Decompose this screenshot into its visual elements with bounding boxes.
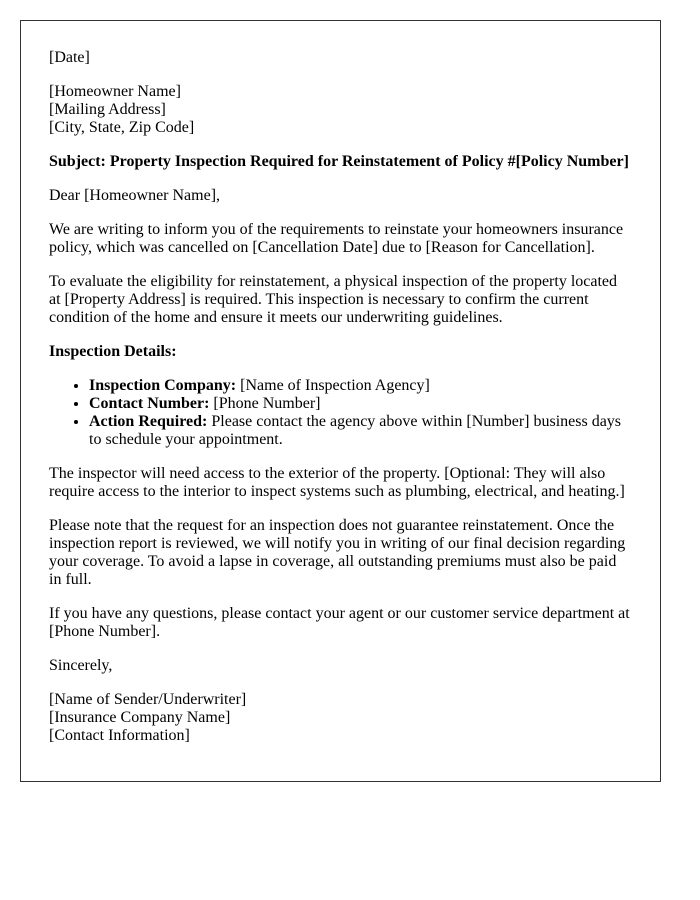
details-list xyxy=(49,377,632,449)
subject-line: Subject: Property Inspection Required for Reinstatement of Policy #[Policy Number] xyxy=(49,153,629,170)
details-heading: Inspection Details: xyxy=(49,343,177,360)
detail-label: Contact Number: xyxy=(89,395,210,412)
signature-block xyxy=(49,691,632,745)
salutation: Dear [Homeowner Name], xyxy=(49,187,221,204)
list-item xyxy=(89,377,632,395)
paragraph-questions: If you have any questions, please contact your agent or our customer service department at [Phone Number]. xyxy=(49,605,630,640)
detail-label: Action Required: xyxy=(89,413,208,430)
contact-info: [Contact Information] xyxy=(49,727,190,744)
detail-value: [Phone Number] xyxy=(209,395,321,412)
recipient-name: [Homeowner Name] xyxy=(49,83,181,100)
recipient-block xyxy=(49,83,632,137)
recipient-city: [City, State, Zip Code] xyxy=(49,119,195,136)
detail-value: [Name of Inspection Agency] xyxy=(236,377,430,394)
sender-name: [Name of Sender/Underwriter] xyxy=(49,691,247,708)
letter xyxy=(20,20,661,782)
list-item xyxy=(89,395,632,413)
paragraph-access: The inspector will need access to the exterior of the property. [Optional: They will also require access to the interior to inspect systems such as plumbing, electrical, and heating.] xyxy=(49,465,625,500)
detail-label: Inspection Company: xyxy=(89,377,237,394)
company-name: [Insurance Company Name] xyxy=(49,709,231,726)
list-item xyxy=(89,413,632,449)
closing: Sincerely, xyxy=(49,657,113,674)
paragraph-inspection: To evaluate the eligibility for reinstatement, a physical inspection of the property located at [Property Address] is required. This inspection is necessary to confirm the current condition of the home and ensure it meets our underwriting guidelines. xyxy=(49,273,618,326)
paragraph-intro: We are writing to inform you of the requirements to reinstate your homeowners insurance policy, which was cancelled on [Cancellation Date] due to [Reason for Cancellation]. xyxy=(49,221,624,256)
paragraph-note: Please note that the request for an inspection does not guarantee reinstatement. Once the inspection report is reviewed, we will notify you in writing of our final decision regarding your coverage. To avoid a lapse in coverage, all outstanding premiums must also be paid in full. xyxy=(49,517,626,588)
date: [Date] xyxy=(49,49,90,66)
recipient-address: [Mailing Address] xyxy=(49,101,166,118)
detail-value: Please contact the agency above within [Number] business days to schedule your appointment. xyxy=(89,413,622,448)
